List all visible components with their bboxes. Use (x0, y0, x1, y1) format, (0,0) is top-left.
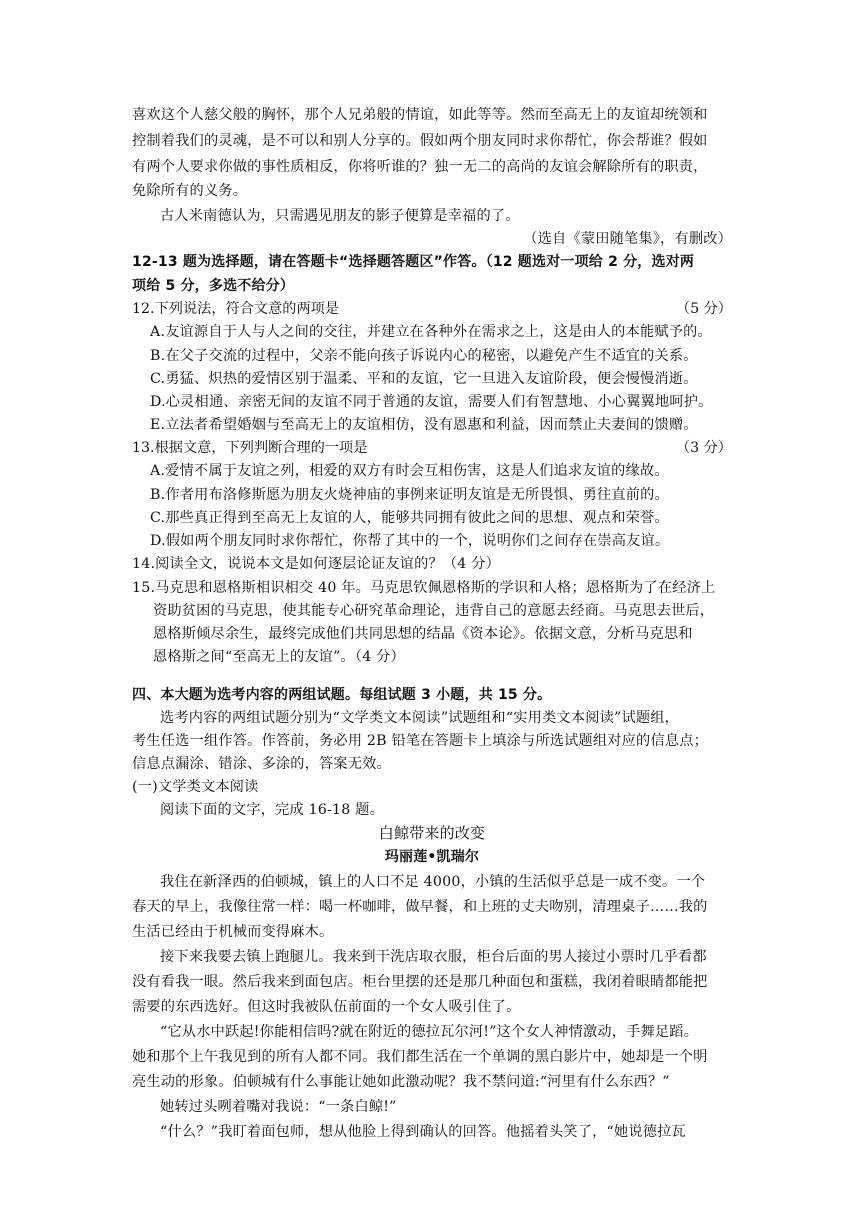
story-line: 春天的早上，我像往常一样：喝一杯咖啡，做早餐，和上班的丈夫吻别，清理桌子……我的 (132, 899, 708, 915)
story-line: 接下来我要去镇上跑腿儿。我来到干洗店取衣服，柜台后面的男人接过小票时几乎看都 (160, 949, 707, 965)
question-15-line: 恩格斯倾尽余生，最终完成他们共同思想的结晶《资本论》。依据文意，分析马克思和 (153, 626, 693, 642)
story-line: “什么？”我盯着面包师，想从他脸上得到确认的回答。他摇着头笑了，“她说德拉瓦 (160, 1124, 686, 1140)
section-instruction-line: 信息点漏涂、错涂、多涂的，答案无效。 (132, 756, 391, 772)
story-line: 亮生动的形象。伯顿城有什么事能让她如此激动呢？我不禁问道:“河里有什么东西？” (132, 1074, 670, 1090)
question-15-line: 资助贫困的马克思，使其能专心研究革命理论，违背自己的意愿去经商。马克思去世后， (153, 603, 715, 619)
option-e: E.立法者希望婚姻与至高无上的友谊相仿，没有恩惠和利益，因而禁止夫妻间的馈赠。 (150, 417, 698, 433)
story-line: “它从水中跃起!你能相信吗?就在附近的德拉瓦尔河!”这个女人神情激动，手舞足蹈。 (160, 1024, 699, 1040)
section-instruction-line: 考生任选一组作答。作答前，务必用 2B 铅笔在答题卡上填涂与所选试题组对应的信息点； (132, 733, 708, 749)
passage-line: 免除所有的义务。 (132, 183, 248, 199)
option-a: A.爱情不属于友谊之列，相爱的双方有时会互相伤害，这是人们追求友谊的缘故。 (150, 463, 669, 479)
story-line: 我住在新泽西的伯顿城，镇上的人口不足 4000，小镇的生活似乎总是一成不变。一个 (160, 874, 706, 890)
story-author: 玛丽莲•凯瑞尔 (384, 849, 480, 865)
option-a: A.友谊源自于人与人之间的交往，并建立在各种外在需求之上，这是由人的本能赋予的。 (150, 324, 712, 340)
question-12 (132, 298, 732, 320)
option-d: D.假如两个朋友同时求你帮忙，你帮了其中的一个，说明你们之间存在崇高友谊。 (150, 533, 670, 549)
question-13 (132, 437, 732, 459)
mcq-instruction-line: 12-13 题为选择题，请在答题卡“选择题答题区”作答。（12 题选对一项给 2 分，选对两 (132, 254, 695, 270)
passage-source: （选自《蒙田随笔集》，有删改） (523, 231, 732, 247)
passage-line: 控制着我们的灵魂，是不可以和别人分享的。假如两个朋友同时求你帮忙，你会帮谁？假如 (132, 133, 708, 149)
section-instruction-line: 选考内容的两组试题分别为“文学类文本阅读”试题组和“实用类文本阅读”试题组， (160, 710, 679, 726)
option-b: B.作者用布洛修斯愿为朋友火烧神庙的事例来证明友谊是无所畏惧、勇往直前的。 (150, 487, 669, 503)
option-c: C.那些真正得到至高无上友谊的人，能够共同拥有彼此之间的思想、观点和荣誉。 (150, 510, 669, 526)
part-title: (一)文学类文本阅读 (132, 779, 259, 795)
question-score: （5 分） (675, 301, 732, 317)
story-line: 没有看我一眼。然后我来到面包店。柜台里摆的还是那几种面包和蛋糕，我闭着眼睛都能把 (132, 974, 708, 990)
question-score: （3 分） (675, 440, 732, 456)
passage-last-paragraph: 古人米南德认为，只需遇见朋友的影子便算是幸福的了。 (160, 208, 520, 224)
story-line: 她转过头咧着嘴对我说：“一条白鲸!” (160, 1099, 397, 1115)
question-stem: 12.下列说法，符合文意的两项是 (132, 301, 340, 317)
story-line: 她和那个上午我见到的所有人都不同。我们都生活在一个单调的黑白影片中，她却是一个明 (132, 1049, 708, 1065)
question-14: 14.阅读全文，说说本文是如何逐层论证友谊的？（4 分） (132, 556, 501, 572)
story-line: 生活已经由于机械而变得麻木。 (132, 924, 334, 940)
option-b: B.在父子交流的过程中，父亲不能向孩子诉说内心的秘密，以避免产生不适宜的关系。 (150, 348, 698, 364)
question-15-line: 恩格斯之间“至高无上的友谊”。（4 分） (153, 649, 405, 665)
mcq-instruction-line: 项给 5 分，多选不给分） (132, 278, 295, 294)
option-c: C.勇猛、炽热的爱情区别于温柔、平和的友谊，它一旦进入友谊阶段，便会慢慢消逝。 (150, 371, 698, 387)
question-15: 15.马克思和恩格斯相识相交 40 年。马克思钦佩恩格斯的学识和人格；恩格斯为了在经济上 (132, 580, 716, 596)
question-stem: 13.根据文意，下列判断合理的一项是 (132, 440, 368, 456)
part-prompt: 阅读下面的文字，完成 16-18 题。 (160, 802, 384, 818)
passage-line: 喜欢这个人慈父般的胸怀，那个人兄弟般的情谊，如此等等。然而至高无上的友谊却统领和 (132, 107, 708, 123)
section-heading: 四、本大题为选考内容的两组试题。每组试题 3 小题，共 15 分。 (132, 687, 552, 703)
option-d: D.心灵相通、亲密无间的友谊不同于普通的友谊，需要人们有智慧地、小心翼翼地呵护。 (150, 394, 713, 410)
story-title: 白鲸带来的改变 (378, 824, 486, 842)
passage-line: 有两个人要求你做的事性质相反，你将听谁的？独一无二的高尚的友谊会解除所有的职责， (132, 159, 708, 175)
story-line: 需要的东西选好。但这时我被队伍前面的一个女人吸引住了。 (132, 999, 521, 1015)
